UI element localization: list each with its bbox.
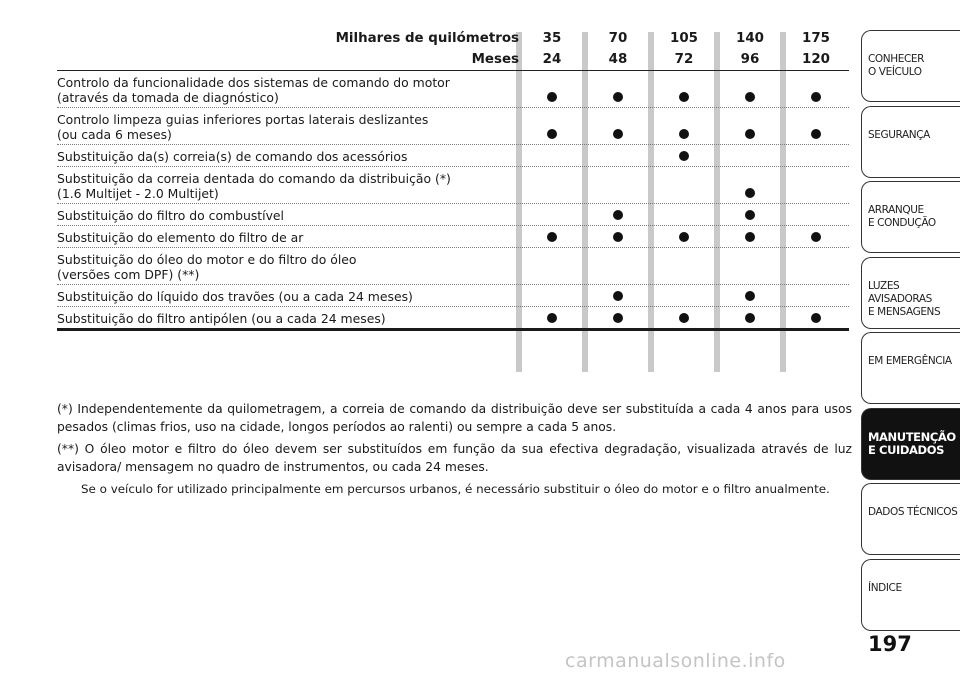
bullet-mark (547, 232, 557, 242)
interval-cell (717, 226, 783, 247)
interval-cell (585, 145, 651, 166)
bullet-mark (547, 313, 557, 323)
bullet-mark (679, 313, 689, 323)
operation-label-line: Substituição do óleo do motor e do filtro do óleo (57, 252, 357, 267)
operation-label (57, 108, 519, 144)
header-km-label: Milhares de quilómetros (335, 31, 519, 46)
interval-cell (519, 108, 585, 144)
operation-label-line: (através da tomada de diagnóstico) (57, 90, 279, 105)
interval-cell (519, 145, 585, 166)
bullet-mark (547, 92, 557, 102)
interval-cell (783, 145, 849, 166)
operation-label-line: (ou cada 6 meses) (57, 127, 172, 142)
interval-cell (783, 285, 849, 306)
operation-label (57, 71, 519, 107)
chapter-tab-label: DADOS TÉCNICOS (868, 506, 958, 518)
operation-label-line: Substituição da correia dentada do comando da distribuição (*) (57, 171, 451, 186)
bullet-mark (547, 129, 557, 139)
interval-cell (519, 204, 585, 225)
chapter-tab[interactable] (861, 30, 960, 102)
chapter-tab[interactable] (861, 559, 960, 631)
interval-cell (717, 167, 783, 203)
table-body (57, 71, 849, 331)
table-row (57, 145, 849, 167)
table-row (57, 108, 849, 145)
bullet-mark (679, 92, 689, 102)
interval-cell (783, 204, 849, 225)
header-km-value: 175 (802, 31, 830, 46)
operation-label-line: (1.6 Multijet - 2.0 Multijet) (57, 186, 219, 201)
bullet-mark (613, 129, 623, 139)
interval-cell (651, 71, 717, 107)
operation-label (57, 285, 519, 306)
operation-label (57, 204, 519, 225)
bullet-mark (745, 188, 755, 198)
bullet-mark (679, 232, 689, 242)
table-row (57, 307, 849, 331)
operation-label-line: Substituição do líquido dos travões (ou a cada 24 meses) (57, 289, 413, 304)
table-row (57, 285, 849, 307)
bullet-mark (745, 210, 755, 220)
page-number: 197 (868, 632, 912, 656)
table-row (57, 71, 849, 108)
chapter-tab-label: E CONDUÇÃO (868, 217, 936, 229)
table-row (57, 226, 849, 248)
interval-cell (519, 226, 585, 247)
bullet-mark (811, 129, 821, 139)
footnote-urban-use: Se o veículo for utilizado principalmente em percursos urbanos, é necessário substituir o óleo do motor e o filtro anualmente. (81, 482, 830, 496)
interval-cell (585, 108, 651, 144)
interval-cell (651, 226, 717, 247)
interval-cell (651, 108, 717, 144)
interval-cell (651, 248, 717, 284)
bullet-mark (811, 232, 821, 242)
interval-cell (717, 204, 783, 225)
interval-cell (585, 71, 651, 107)
operation-label (57, 226, 519, 247)
operation-label (57, 307, 519, 328)
bullet-mark (613, 232, 623, 242)
interval-cell (717, 307, 783, 328)
header-km-value: 70 (608, 31, 628, 46)
table-row (57, 248, 849, 285)
chapter-tab-label: MANUTENÇÃO (868, 429, 956, 444)
interval-cell (651, 145, 717, 166)
bullet-mark (811, 92, 821, 102)
header-km-value: 140 (736, 31, 764, 46)
footnote-engine-oil: (**) O óleo motor e filtro do óleo devem ser substituídos em função da sua efectiva degradação, visualizada através de luz avisadora/ mensagem no quadro de instrumentos, ou cada 24 meses. (57, 442, 852, 474)
interval-cell (651, 204, 717, 225)
operation-label-line: (versões com DPF) (**) (57, 267, 200, 282)
chapter-tab[interactable] (861, 257, 960, 329)
chapter-tabs (861, 30, 960, 634)
chapter-tab[interactable] (861, 483, 960, 555)
table-row (57, 204, 849, 226)
interval-cell (783, 108, 849, 144)
operation-label (57, 167, 519, 203)
chapter-tab[interactable] (861, 181, 960, 253)
interval-cell (717, 285, 783, 306)
bullet-mark (679, 151, 689, 161)
interval-cell (783, 248, 849, 284)
interval-cell (585, 307, 651, 328)
operation-label-line: Controlo da funcionalidade dos sistemas de comando do motor (57, 75, 450, 90)
chapter-tab-label: E MENSAGENS (868, 305, 941, 318)
header-months-label: Meses (471, 52, 519, 67)
chapter-tab-label: ARRANQUE (868, 204, 924, 216)
interval-cell (519, 167, 585, 203)
header-km-value: 105 (670, 31, 698, 46)
operation-label-line: Substituição do elemento do filtro de ar (57, 230, 304, 245)
header-months-value: 120 (802, 52, 830, 67)
bullet-mark (811, 313, 821, 323)
header-months-value: 72 (674, 52, 694, 67)
interval-cell (651, 307, 717, 328)
operation-label-line: Substituição do filtro antipólen (ou a cada 24 meses) (57, 311, 386, 326)
interval-cell (585, 204, 651, 225)
interval-cell (519, 248, 585, 284)
bullet-mark (613, 313, 623, 323)
chapter-tab-label: O VEÍCULO (868, 66, 922, 78)
chapter-tab-label: SEGURANÇA (868, 128, 930, 141)
bullet-mark (613, 291, 623, 301)
interval-cell (717, 145, 783, 166)
footnotes (57, 400, 852, 502)
table-header-km (57, 28, 849, 49)
chapter-tab[interactable] (861, 106, 960, 178)
chapter-tab[interactable] (861, 332, 960, 404)
header-km-value: 35 (542, 31, 562, 46)
chapter-tab-label: CONHECER (868, 53, 925, 65)
chapter-tab-label: E CUIDADOS (868, 442, 944, 457)
interval-cell (585, 226, 651, 247)
interval-cell (519, 285, 585, 306)
chapter-tab[interactable] (861, 408, 960, 480)
table-header-months (57, 49, 849, 71)
maintenance-table (57, 28, 849, 331)
chapter-tab-label: EM EMERGÊNCIA (868, 355, 952, 367)
interval-cell (717, 71, 783, 107)
footnote-timing-belt: (*) Independentemente da quilometragem, a correia de comando da distribuição deve ser substituída a cada 4 anos para usos pesados (climas frios, uso na cidade, longos períodos ao ralenti) ou sempre a cada 5 anos. (57, 402, 852, 434)
bullet-mark (745, 92, 755, 102)
chapter-tab-label: ÍNDICE (868, 581, 902, 594)
interval-cell (651, 285, 717, 306)
bullet-mark (613, 210, 623, 220)
bullet-mark (745, 232, 755, 242)
bullet-mark (679, 129, 689, 139)
operation-label-line: Substituição do filtro do combustível (57, 208, 284, 223)
operation-label-line: Controlo limpeza guias inferiores portas laterais deslizantes (57, 112, 429, 127)
header-months-value: 96 (740, 52, 760, 67)
interval-cell (783, 167, 849, 203)
bullet-mark (745, 291, 755, 301)
interval-cell (783, 307, 849, 328)
interval-cell (585, 285, 651, 306)
interval-cell (519, 71, 585, 107)
interval-cell (783, 226, 849, 247)
watermark: carmanualsonline.info (565, 650, 786, 672)
bullet-mark (745, 129, 755, 139)
chapter-tab-label: LUZES AVISADORAS (868, 279, 932, 305)
interval-cell (717, 248, 783, 284)
operation-label-line: Substituição da(s) correia(s) de comando dos acessórios (57, 149, 408, 164)
bullet-mark (745, 313, 755, 323)
interval-cell (783, 71, 849, 107)
header-months-value: 48 (608, 52, 628, 67)
interval-cell (585, 167, 651, 203)
interval-cell (651, 167, 717, 203)
operation-label (57, 248, 519, 284)
interval-cell (717, 108, 783, 144)
interval-cell (585, 248, 651, 284)
bullet-mark (613, 92, 623, 102)
table-row (57, 167, 849, 204)
interval-cell (519, 307, 585, 328)
header-months-value: 24 (542, 52, 562, 67)
operation-label (57, 145, 519, 166)
